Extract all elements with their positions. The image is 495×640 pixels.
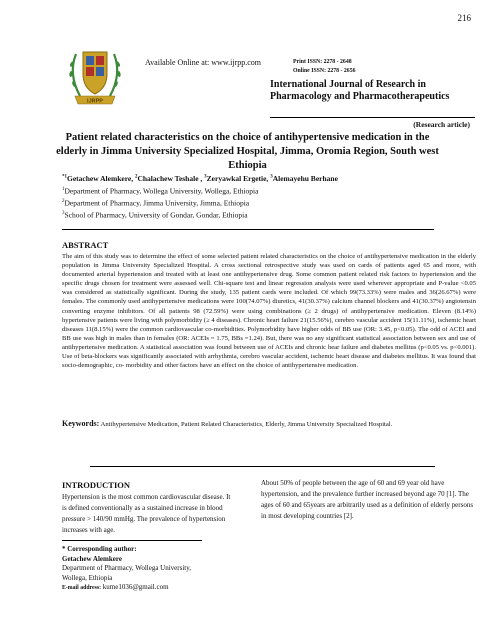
author-marker: 3 bbox=[204, 174, 207, 180]
print-issn: Print ISSN: 2278 - 2648 bbox=[293, 59, 352, 65]
logo-banner bbox=[75, 96, 115, 105]
keywords-line bbox=[62, 419, 476, 429]
section-divider bbox=[90, 466, 435, 467]
keywords-label: Keywords: bbox=[62, 419, 100, 428]
keywords-text: Antihypertensive Medication, Patient Related Characteristics, Elderly, Jimma University Specialized Hospital. bbox=[100, 421, 393, 428]
affiliation-item bbox=[62, 197, 258, 209]
issn-block bbox=[293, 58, 356, 76]
shield-icon bbox=[83, 52, 107, 94]
affiliation-text: School of Pharmacy, University of Gondar, Gondar, Ethiopia bbox=[64, 210, 248, 220]
corresponding-author bbox=[62, 545, 191, 594]
journal-name: International Journal of Research in Pharmacology and Pharmacotherapeutics bbox=[270, 79, 450, 102]
article-type: (Research article) bbox=[413, 120, 470, 129]
introduction-heading: INTRODUCTION bbox=[62, 480, 131, 490]
author-marker: 2 bbox=[134, 174, 138, 180]
introduction-column-left: Hypertension is the most common cardiovascular disease. It is defined conventionally as a sustained increase in blood pressure > 140/90 mmHg. The prevalence of hypertension increases with age. bbox=[62, 493, 231, 534]
author-name: Alemayehu Berhane bbox=[272, 174, 338, 183]
affiliation-list bbox=[62, 185, 258, 221]
email-label: E-mail address: bbox=[62, 585, 102, 591]
online-issn: Online ISSN: 2278 - 2656 bbox=[293, 68, 356, 74]
author-name: Getachew Alemkere, bbox=[67, 174, 135, 183]
affiliation-marker: 1 bbox=[62, 187, 65, 192]
article-title: Patient related characteristics on the choice of antihypertensive medication in the elderly in Jimma University Specialized Hospital, Jimma, Oromia Region, South west Ethiopia bbox=[56, 132, 439, 171]
abstract-heading: ABSTRACT bbox=[62, 240, 109, 250]
logo-text: IJRPP bbox=[87, 98, 103, 105]
availability-line: Available Online at: www.ijrpp.com bbox=[145, 58, 261, 67]
affiliation-item bbox=[62, 185, 258, 197]
corresponding-label: * Corresponding author: bbox=[62, 545, 137, 553]
abstract-text: The aim of this study was to determine the effect of some selected patient related characteristics on the choice of antihypertensive medication in the elderly population in Jimma University Specialized Hospital. A cross sectional retrospective study was used on cards of patients aged 65 and more, with documented arterial hypertension and treated with at least one antihypertensive drug. Some common patient related risk factors to hypertension and the specific drugs chosen for treatment were assessed well. Chi-square test and linear regression analysis were used wherever appropriate and P-value <0.05 was considered as statistically significant. During the study, 135 patient cards were included. Of which 99(73.33%) were males and 36(26.67%) were females. The commonly used antihypertensive medications were 100(74.07%) diuretics, 41(30.37%) calcium channel blockers and 41(30.37%) angiotensin converting enzyme inhibitors. Of all patients 98 (72.59%) were using combinations (≥ 2 drugs) of antihypertensive medication. Eleven (8.14%) hypertensive patients were living with polymorbidity (≥ 4 diseases). Chronic heart failure 21(15.56%), cerebro vascular accident 15(11.11%), ischemic heart diseases 11(8.15%) were the common cardiovascular co-morbidities. Polymorbidity have higher odds of BB use (OR: 3.45, p<0.05). The odd of ACEI and BB use was high in males than in females (OR: ACEIs = 1.75, BBs =1.24). But, there was no any significant statistical association between sex and use of antihypertensive medication. A statistical association was found between use of ACEIs and chronic hear failure and diabetes mellitus (p<0.05 vs. p<0.001). Use of beta-blockers was significantly associated with arrhythmia, cerebro vascular accident, ischemic heart disease and diabetes mellitus. It was found that socio-demographic, co- morbidity and other factors have an effect on the choice of antihypertensive medication. bbox=[62, 253, 476, 370]
introduction-column-right: About 50% of people between the age of 60 and 69 year old have hypertension, and the prevalence further increased beyond age 70 [1]. The ages of 60 and 65years are arbitrarily used as a definition of elderly persons in most developing countries [2]. bbox=[261, 479, 474, 520]
affiliation-item bbox=[62, 209, 258, 221]
author-marker: 3 bbox=[270, 174, 273, 180]
affiliation-text: Department of Pharmacy, Wollega University, Wollega, Ethiopia bbox=[64, 186, 259, 196]
corresponding-location: Wollega, Ethiopia bbox=[62, 573, 113, 582]
email-address[interactable]: kume1036@gmail.com bbox=[101, 583, 169, 591]
author-name: Chalachew Teshale , bbox=[137, 174, 205, 183]
corresponding-email-line bbox=[62, 583, 191, 594]
footnote-divider bbox=[62, 540, 202, 541]
page-number: 216 bbox=[457, 13, 471, 23]
author-list bbox=[62, 174, 482, 183]
author-name: Zeryawkal Ergetie, bbox=[206, 174, 271, 183]
section-divider bbox=[62, 229, 434, 230]
affiliation-marker: 2 bbox=[62, 199, 65, 205]
journal-divider bbox=[270, 117, 475, 118]
corresponding-name: Getachew Alemkere bbox=[62, 554, 122, 563]
corresponding-dept: Department of Pharmacy, Wollega University, bbox=[62, 564, 192, 572]
journal-logo bbox=[66, 40, 124, 110]
affiliation-text: Department of Pharmacy, Jimma University, Jimma, Ethiopia bbox=[64, 198, 250, 208]
author-marker: *1 bbox=[62, 174, 67, 180]
affiliation-marker: 3 bbox=[62, 211, 65, 217]
